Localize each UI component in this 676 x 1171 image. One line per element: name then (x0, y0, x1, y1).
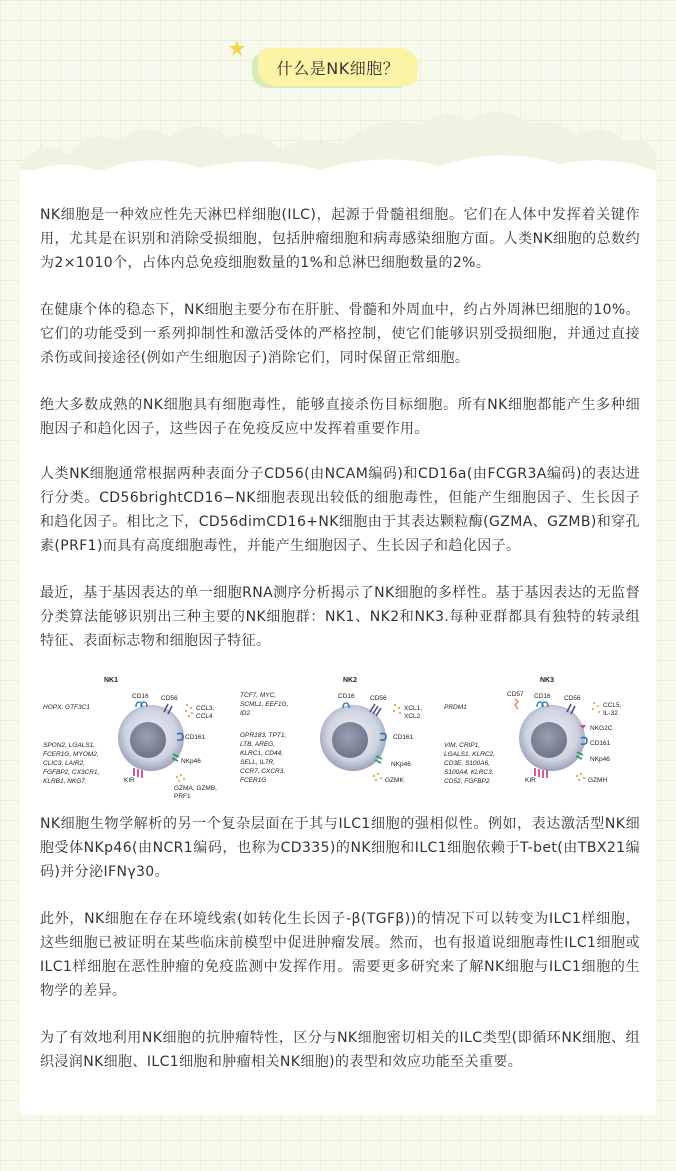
tf-gene-line: ID2 (240, 710, 251, 717)
nk-subsets-diagram (40, 672, 644, 800)
panel-nk1 (43, 677, 217, 800)
tf-gene-line: SCML1, EEF1G, (240, 701, 289, 708)
cytokine-label: IL-32 (603, 710, 618, 717)
marker-label: NKp46 (590, 756, 610, 763)
gene-line: LTB, AREG, (240, 741, 276, 748)
marker-label: CD161 (590, 740, 611, 747)
panel-title: NK2 (343, 677, 358, 684)
marker-label: NKp46 (181, 758, 201, 765)
paragraph-2: 在健康个体的稳态下，NK细胞主要分布在肝脏、骨髓和外周血中，约占外周淋巴细胞的10%。它们的功能受到一系列抑制性和激活受体的严格控制，使它们能够识别受损细胞，并通过直接杀伤或间接途径(例如产生细胞因子)消除它们，同时保留正常细胞。 (40, 302, 640, 366)
gene-line: FCER1G (240, 777, 267, 784)
paragraph-3: 绝大多数成熟的NK细胞具有细胞毒性，能够直接杀伤目标细胞。所有NK细胞都能产生多种细胞因子和趋化因子，这些因子在免疫反应中发挥着重要作用。 (40, 397, 640, 437)
kir-receptor-icon (134, 768, 142, 778)
paragraph-5: 最近，基于基因表达的单一细胞RNA测序分析揭示了NK细胞的多样性。基于基因表达的无监督分类算法能够识别出三种主要的NK细胞群：NK1、NK2和NK3.每种亚群都具有独特的转录组特征、表面标志物和细胞因子特征。 (40, 585, 640, 649)
cytokine-label: CCL3, (196, 705, 215, 712)
title-badge (258, 48, 418, 86)
gene-line: S100A4, KLRC3, (444, 769, 494, 776)
marker-label: CD16 (534, 693, 551, 700)
tf-gene-line: TCF7, MYC, (240, 692, 277, 699)
page-title: 什么是NK细胞？ (276, 58, 400, 78)
cytokine-label: XCL1, (404, 705, 423, 712)
marker-label: NKG2C (590, 725, 613, 732)
paragraph-7: 此外，NK细胞在存在环境线索(如转化生长因子-β(TGFβ))的情况下可以转变为ILC1样细胞，这些细胞已被证明在某些临床前模型中促进肿瘤发展。然而，也有报道说细胞毒性ILC1细胞或ILC1样细胞在恶性肿瘤的免疫监测中发挥作用。需要更多研究来了解NK细胞与ILC1细胞的生物学的差异。 (40, 911, 640, 999)
nk-subsets-figure (40, 672, 644, 800)
panel-nk3 (444, 677, 622, 785)
marker-label: CD161 (393, 734, 414, 741)
panel-title: NK3 (540, 677, 555, 684)
gene-line: KLRC1, CD44, (240, 750, 283, 757)
marker-label: KIR (124, 777, 135, 784)
gene-line: LGALS1, KLRC2, (444, 751, 495, 758)
header (0, 0, 676, 190)
gene-line: CD3E, S100A6, (444, 760, 490, 767)
gene-line: KLRB1, NKG7 (43, 778, 85, 785)
panel-title: NK1 (104, 677, 119, 684)
marker-label: NKp46 (391, 761, 411, 768)
gene-line: CD52, FGFBP2 (444, 778, 490, 785)
cytokine-label: PRF1 (174, 793, 191, 800)
cytokine-label: XCL2 (404, 713, 421, 720)
paragraph-4: 人类NK细胞通常根据两种表面分子CD56(由NCAM编码)和CD16a(由FCGR3A编码)的表达进行分类。CD56brightCD16−NK细胞表现出较低的细胞毒性，但能产生细胞因子、生长因子和趋化因子。相比之下，CD56dimCD16+NK细胞由于其表达颗粒酶(GZMA、GZMB)和穿孔素(PRF1)而具有高度细胞毒性，并能产生细胞因子、生长因子和趋化因子。 (40, 466, 640, 554)
paragraph-1: NK细胞是一种效应性先天淋巴样细胞(ILC)，起源于骨髓祖细胞。它们在人体中发挥着关键作用，尤其是在识别和消除受损细胞，包括肿瘤细胞和病毒感染细胞方面。人类NK细胞的总数约为2×1010个，占体内总免疫细胞数量的1%和总淋巴细胞数量的2%。 (40, 207, 640, 271)
gene-line: SPON2, LGALS1, (43, 742, 96, 749)
marker-label: CD16 (132, 693, 149, 700)
gene-line: VIM, CRIP1, (444, 742, 481, 749)
cytokine-label: GZMH (588, 777, 608, 784)
paragraph-6: NK细胞生物学解析的另一个复杂层面在于其与ILC1细胞的强相似性。例如，表达激活型NK细胞受体NKp46(由NCR1编码，也称为CD335)的NK细胞和ILC1细胞依赖于T-bet(由TBX21编码)并分泌IFNγ30。 (40, 816, 640, 880)
tf-genes: PRDM1 (444, 704, 467, 711)
cytokine-label: CCL5, (603, 702, 622, 709)
tf-genes: HOPX, GTF3C1 (43, 704, 90, 711)
gene-line: FCER1G, MYOM2, (43, 751, 99, 758)
nucleus (531, 722, 567, 758)
cytokine-label: GZMK (385, 777, 404, 784)
marker-label: KIR (525, 777, 536, 784)
gene-line: FGFBP2, CX3CR1, (43, 769, 100, 776)
star-icon (229, 40, 245, 56)
marker-label: CD16 (338, 693, 355, 700)
gene-line: CLIC3, LAIR2, (43, 760, 85, 767)
marker-label: CD161 (185, 734, 206, 741)
marker-label: CD56 (564, 695, 581, 702)
gene-line: GPR183, TPT1, (240, 732, 287, 739)
panel-nk2 (240, 677, 422, 784)
cytokine-label: CCL4 (196, 713, 213, 720)
marker-label: CD57 (507, 691, 524, 698)
nucleus (332, 722, 368, 758)
gene-line: SELL, IL7R, (240, 759, 276, 766)
marker-label: CD56 (161, 695, 178, 702)
marker-label: CD56 (370, 695, 387, 702)
paragraph-8: 为了有效地利用NK细胞的抗肿瘤特性，区分与NK细胞密切相关的ILC类型(即循环NK细胞、组织浸润NK细胞、ILC1细胞和肿瘤相关NK细胞)的表型和效应功能至关重要。 (40, 1030, 640, 1070)
nucleus (130, 722, 166, 758)
cytokine-label: GZMA, GZMB, (174, 785, 217, 792)
cd57-receptor-icon (515, 699, 518, 709)
gene-line: CCR7, CXCR3, (240, 768, 286, 775)
